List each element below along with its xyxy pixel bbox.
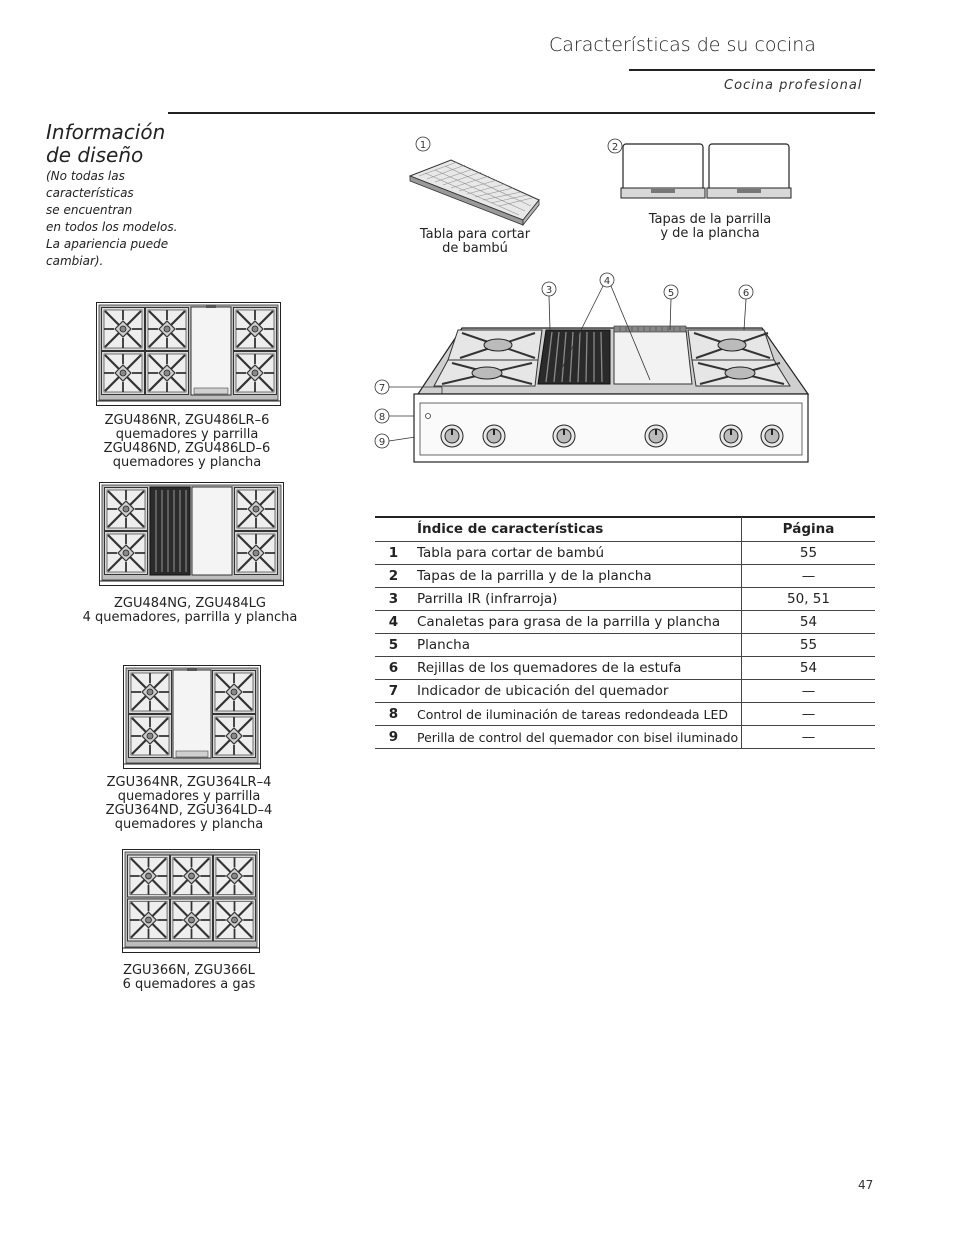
note-line: se encuentran <box>46 203 133 217</box>
section-rule <box>168 112 875 114</box>
table-row <box>375 542 875 565</box>
caption-line: quemadores y plancha <box>112 455 262 470</box>
model-zgu484-caption <box>70 597 310 625</box>
row-number: 9 <box>375 726 410 749</box>
table-header-feature: Índice de características <box>410 517 742 542</box>
caption-line: quemadores y parrilla <box>115 427 259 442</box>
callout-3: 3 <box>545 285 553 296</box>
table-header-page: Página <box>742 517 876 542</box>
model-zgu366-illustration <box>122 849 260 953</box>
model-zgu366-caption <box>82 964 296 992</box>
note-line: en todos los modelos. <box>46 220 178 234</box>
callout-9: 9 <box>378 437 386 448</box>
table-row <box>375 703 875 726</box>
row-number: 3 <box>375 588 410 611</box>
caption-line: ZGU486NR, ZGU486LR–6 <box>104 413 270 428</box>
design-info-note <box>46 168 196 270</box>
table-row <box>375 588 875 611</box>
model-zgu486-caption <box>80 414 294 470</box>
note-line: La apariencia puede <box>46 237 169 251</box>
row-number: 5 <box>375 634 410 657</box>
row-number: 7 <box>375 680 410 703</box>
note-line: cambiar). <box>46 254 104 268</box>
callout-8: 8 <box>378 412 386 423</box>
covers-caption <box>630 213 790 241</box>
table-row <box>375 726 875 749</box>
row-feature: Control de iluminación de tareas redondeada LED <box>410 703 742 726</box>
model-zgu364-illustration <box>123 665 261 769</box>
design-info-title <box>46 121 196 167</box>
table-row <box>375 611 875 634</box>
row-page: — <box>742 703 876 726</box>
caption-line: ZGU484NG, ZGU484LG <box>114 596 266 611</box>
cutting-board-caption <box>400 228 550 256</box>
caption-line: y de la plancha <box>660 226 760 241</box>
row-page: 55 <box>742 634 876 657</box>
row-page: 54 <box>742 611 876 634</box>
caption-line: ZGU486ND, ZGU486LD–6 <box>103 441 271 456</box>
row-feature: Rejillas de los quemadores de la estufa <box>410 657 742 680</box>
row-number: 2 <box>375 565 410 588</box>
caption-line: de bambú <box>442 241 508 256</box>
row-number: 4 <box>375 611 410 634</box>
page-header-title: Características de su cocina <box>549 34 816 56</box>
table-row <box>375 680 875 703</box>
row-page: — <box>742 726 876 749</box>
caption-line: quemadores y plancha <box>114 817 264 832</box>
feature-index-table <box>375 517 875 749</box>
design-info-title-line2: de diseño <box>46 143 144 167</box>
caption-line: Tabla para cortar <box>419 227 531 242</box>
row-feature: Tabla para cortar de bambú <box>410 542 742 565</box>
table-row <box>375 634 875 657</box>
model-zgu486-illustration <box>96 302 281 406</box>
row-feature: Indicador de ubicación del quemador <box>410 680 742 703</box>
row-page: 54 <box>742 657 876 680</box>
header-rule <box>629 69 875 71</box>
caption-line: 4 quemadores, parrilla y plancha <box>82 610 298 625</box>
cooktop-illustration <box>370 270 815 465</box>
row-page: — <box>742 680 876 703</box>
caption-line: ZGU364ND, ZGU364LD–4 <box>105 803 273 818</box>
row-page: 55 <box>742 542 876 565</box>
caption-line: ZGU364NR, ZGU364LR–4 <box>106 775 272 790</box>
covers-illustration <box>605 136 795 202</box>
model-zgu484-illustration <box>99 482 284 586</box>
row-feature: Parrilla IR (infrarroja) <box>410 588 742 611</box>
row-page: 50, 51 <box>742 588 876 611</box>
cutting-board-illustration <box>405 132 545 228</box>
page-header-subtitle: Cocina profesional <box>724 78 863 93</box>
table-header-row <box>375 517 875 542</box>
row-page: — <box>742 565 876 588</box>
row-feature: Canaletas para grasa de la parrilla y plancha <box>410 611 742 634</box>
callout-7: 7 <box>378 383 386 394</box>
row-number: 8 <box>375 703 410 726</box>
row-feature: Plancha <box>410 634 742 657</box>
callout-6: 6 <box>742 288 750 299</box>
note-line: (No todas las <box>46 169 125 183</box>
design-info-title-line1: Información <box>46 120 166 144</box>
row-number: 1 <box>375 542 410 565</box>
table-header-num <box>375 517 410 542</box>
callout-4: 4 <box>603 276 611 287</box>
row-feature: Tapas de la parrilla y de la plancha <box>410 565 742 588</box>
callout-2: 2 <box>611 142 619 153</box>
callout-1: 1 <box>419 140 427 151</box>
caption-line: quemadores y parrilla <box>117 789 261 804</box>
caption-line: Tapas de la parrilla <box>648 212 772 227</box>
callout-5: 5 <box>667 288 675 299</box>
caption-line: 6 quemadores a gas <box>122 977 256 992</box>
page-number: 47 <box>858 1178 874 1192</box>
caption-line: ZGU366N, ZGU366L <box>123 963 255 978</box>
table-row <box>375 657 875 680</box>
row-feature: Perilla de control del quemador con bisel iluminado <box>410 726 742 749</box>
model-zgu364-caption <box>82 776 296 832</box>
row-number: 6 <box>375 657 410 680</box>
table-row <box>375 565 875 588</box>
note-line: características <box>46 186 134 200</box>
